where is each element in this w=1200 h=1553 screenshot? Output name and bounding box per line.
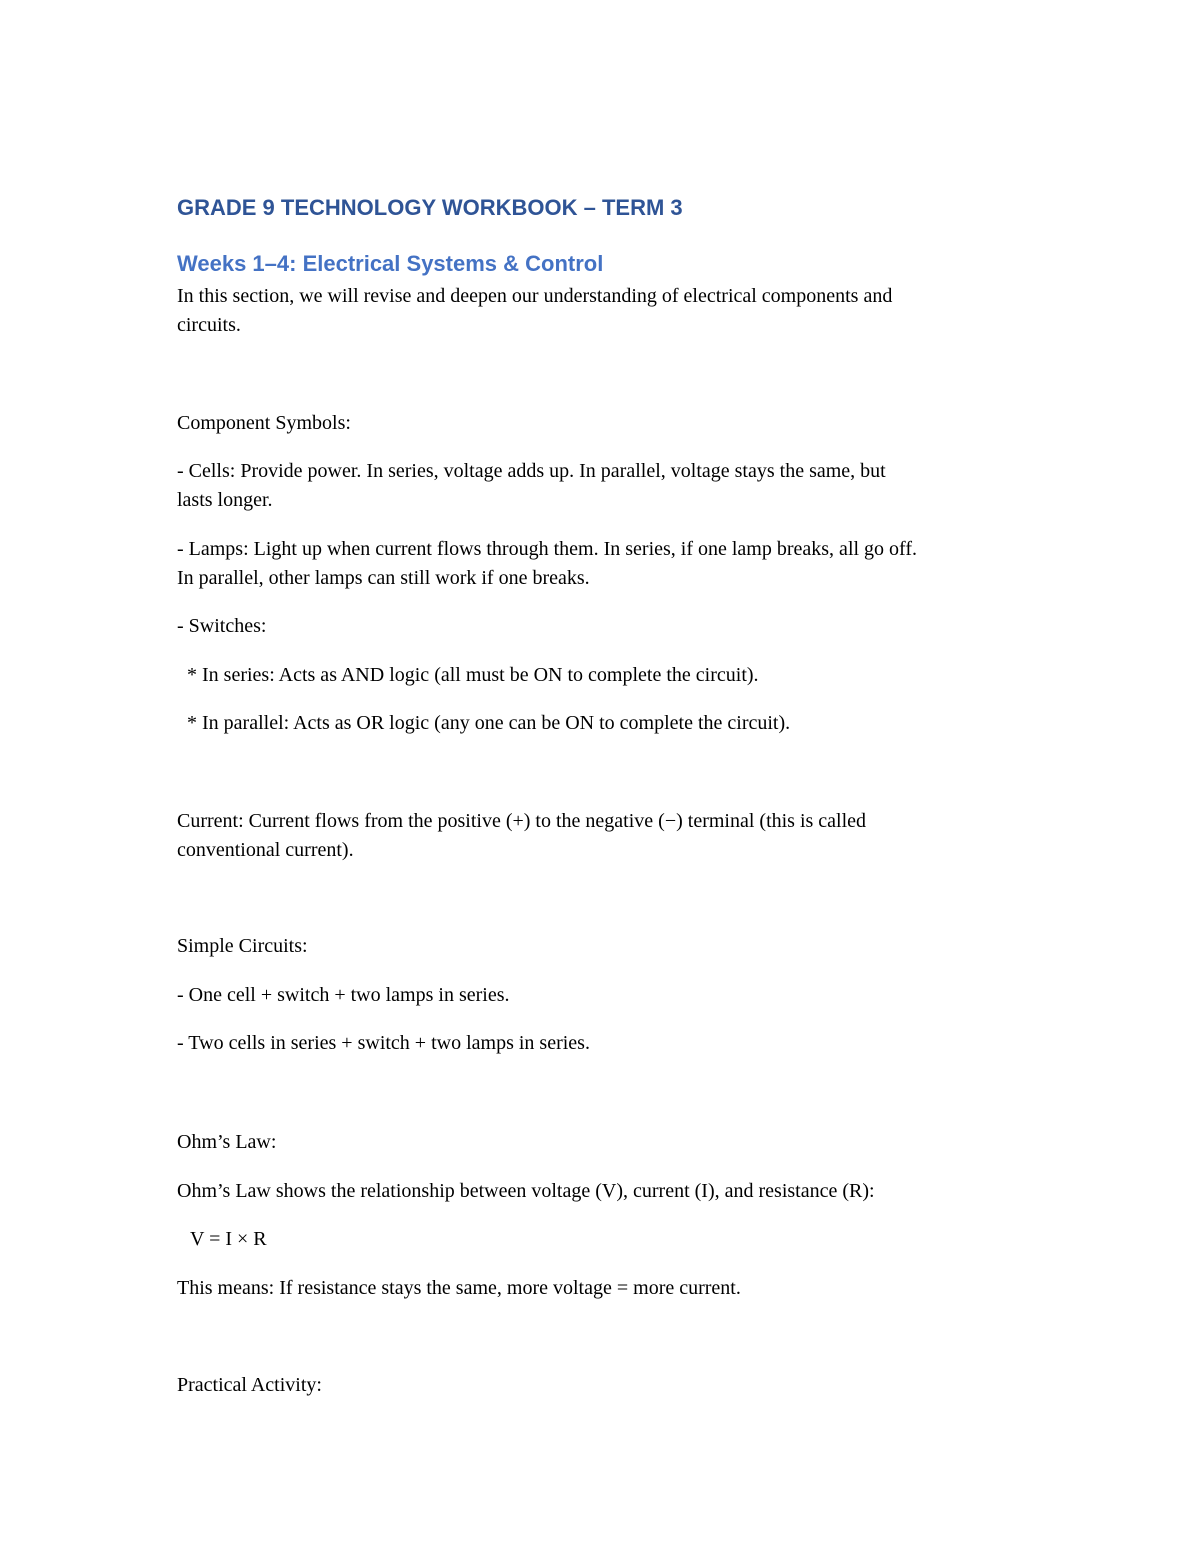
lamps-line-1: - Lamps: Light up when current flows through them. In series, if one lamp breaks, all go off.: [177, 538, 918, 560]
intro-line-2: circuits.: [177, 314, 241, 336]
ohms-law-description: Ohm’s Law shows the relationship between voltage (V), current (I), and resistance (R):: [177, 1180, 875, 1202]
practical-activity-heading: Practical Activity:: [177, 1374, 322, 1396]
current-line-2: conventional current).: [177, 839, 354, 861]
ohms-law-meaning: This means: If resistance stays the same, more voltage = more current.: [177, 1277, 741, 1299]
switches-parallel-item: * In parallel: Acts as OR logic (any one can be ON to complete the circuit).: [187, 712, 791, 734]
cells-line-1: - Cells: Provide power. In series, voltage adds up. In parallel, voltage stays the same, but: [177, 460, 886, 482]
switches-series-item: * In series: Acts as AND logic (all must be ON to complete the circuit).: [187, 664, 759, 686]
document-title: GRADE 9 TECHNOLOGY WORKBOOK – TERM 3: [177, 195, 683, 220]
current-line-1: Current: Current flows from the positive (+) to the negative (−) terminal (this is called: [177, 810, 867, 832]
section-subtitle: Weeks 1–4: Electrical Systems & Control: [177, 251, 604, 276]
simple-circuits-item-2: - Two cells in series + switch + two lamps in series.: [177, 1032, 590, 1054]
simple-circuits-item-1: - One cell + switch + two lamps in series.: [177, 984, 510, 1006]
ohms-law-formula: V = I × R: [190, 1228, 267, 1250]
cells-line-2: lasts longer.: [177, 489, 273, 511]
intro-line-1: In this section, we will revise and deepen our understanding of electrical components and: [177, 285, 893, 307]
simple-circuits-heading: Simple Circuits:: [177, 935, 308, 957]
component-symbols-heading: Component Symbols:: [177, 412, 351, 434]
lamps-line-2: In parallel, other lamps can still work if one breaks.: [177, 567, 590, 589]
switches-heading: - Switches:: [177, 615, 267, 637]
ohms-law-heading: Ohm’s Law:: [177, 1131, 277, 1153]
